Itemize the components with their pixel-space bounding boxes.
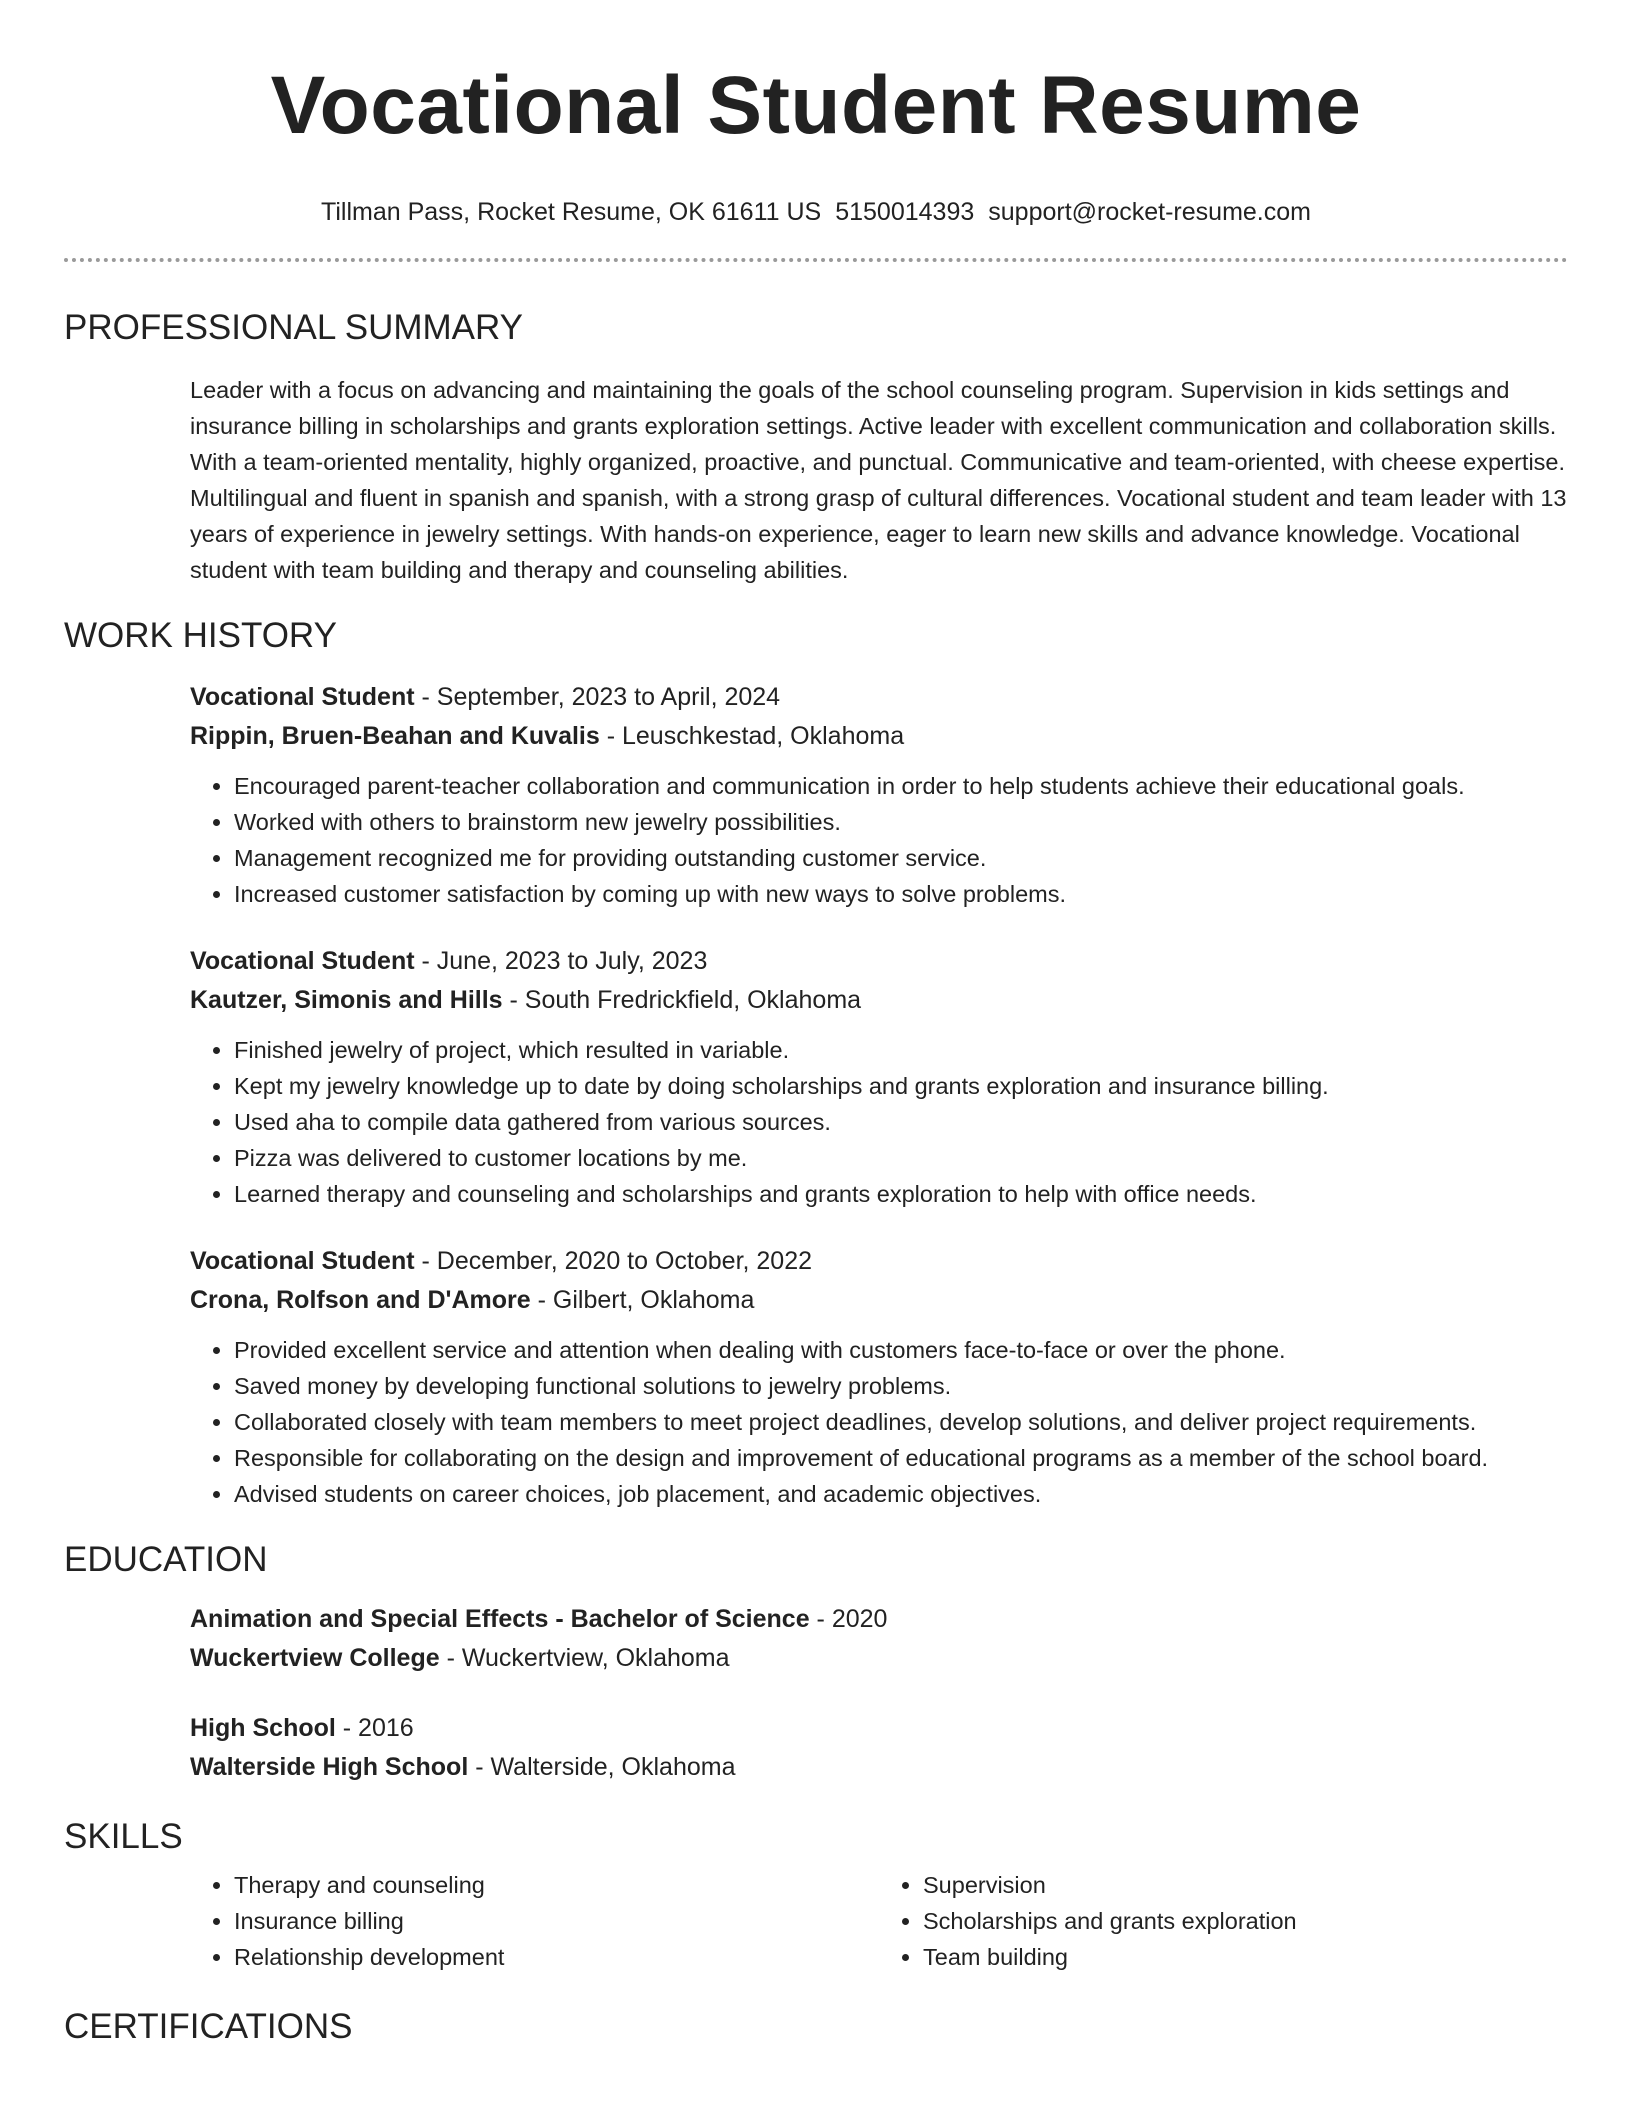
list-item: • Encouraged parent-teacher collaboration and communication in order to help students achieve their educational goals. [234, 768, 1568, 804]
job-title-line [190, 1242, 1568, 1281]
summary-heading: PROFESSIONAL SUMMARY [64, 308, 523, 347]
list-item: • Responsible for collaborating on the design and improvement of educational programs as a member of the school board. [234, 1440, 1568, 1476]
job-bullets [190, 1332, 1568, 1512]
skills-column-right [879, 1867, 1568, 1975]
school: Wuckertview College [190, 1644, 440, 1672]
job-dates: - September, 2023 to April, 2024 [414, 683, 781, 711]
education-heading: EDUCATION [64, 1540, 268, 1579]
skills-heading: SKILLS [64, 1817, 183, 1856]
job-title: Vocational Student [190, 1247, 415, 1275]
list-item: • Increased customer satisfaction by coming up with new ways to solve problems. [234, 876, 1568, 912]
work-history-section [190, 678, 1568, 1512]
contact-address: Tillman Pass, Rocket Resume, OK 61611 US [321, 198, 822, 226]
degree: Animation and Special Effects - Bachelor of Science [190, 1605, 810, 1633]
job-bullets [190, 768, 1568, 912]
job-location: - South Fredrickfield, Oklahoma [502, 986, 862, 1014]
job-bullets [190, 1032, 1568, 1212]
list-item: • Pizza was delivered to customer locations by me. [234, 1140, 1568, 1176]
contact-line [64, 194, 1568, 230]
job-company: Rippin, Bruen-Beahan and Kuvalis [190, 722, 600, 750]
job-dates: - June, 2023 to July, 2023 [414, 947, 708, 975]
skills-section [190, 1867, 1568, 1975]
resume-title: Vocational Student Resume [270, 60, 1362, 151]
list-item: • Relationship development [234, 1939, 879, 1975]
degree-line [190, 1709, 1568, 1748]
school: Walterside High School [190, 1753, 469, 1781]
job-location: - Gilbert, Oklahoma [530, 1286, 755, 1314]
list-item: • Used aha to compile data gathered from various sources. [234, 1104, 1568, 1140]
list-item: • Management recognized me for providing outstanding customer service. [234, 840, 1568, 876]
list-item: • Scholarships and grants exploration [923, 1903, 1568, 1939]
job-title: Vocational Student [190, 947, 415, 975]
list-item: • Worked with others to brainstorm new jewelry possibilities. [234, 804, 1568, 840]
list-item: • Advised students on career choices, job placement, and academic objectives. [234, 1476, 1568, 1512]
job-title-line [190, 678, 1568, 717]
job-location: - Leuschkestad, Oklahoma [599, 722, 905, 750]
education-section [190, 1600, 1568, 1787]
certifications-heading: CERTIFICATIONS [64, 2007, 353, 2046]
degree-line [190, 1600, 1568, 1639]
job-title: Vocational Student [190, 683, 415, 711]
degree-year: - 2020 [809, 1605, 888, 1633]
job-company-line [190, 1281, 1568, 1320]
school-line [190, 1639, 1568, 1678]
list-item: • Kept my jewelry knowledge up to date by doing scholarships and grants exploration and insurance billing. [234, 1068, 1568, 1104]
job-entry [190, 942, 1568, 1212]
job-title-line [190, 942, 1568, 981]
skills-grid [190, 1867, 1568, 1975]
list-item: • Learned therapy and counseling and scholarships and grants exploration to help with office needs. [234, 1176, 1568, 1212]
job-entry [190, 1242, 1568, 1512]
job-entry [190, 678, 1568, 912]
degree-year: - 2016 [335, 1714, 414, 1742]
contact-phone: 5150014393 [835, 198, 975, 226]
list-item: • Finished jewelry of project, which resulted in variable. [234, 1032, 1568, 1068]
summary-text: Leader with a focus on advancing and maintaining the goals of the school counseling program. Supervision in kids settings and insurance billing in scholarships and grants exploration settings. Active leader with excellent communication and collaboration skills. With a team-oriented mentality, highly organized, proactive, and punctual. Communicative and team-oriented, with cheese expertise. Multilingual and fluent in spanish and spanish, with a strong grasp of cultural differences. Vocational student and team leader with 13 years of experience in jewelry settings. With hands-on experience, eager to learn new skills and advance knowledge. Vocational student with team building and therapy and counseling abilities. [190, 377, 1567, 583]
list-item: • Supervision [923, 1867, 1568, 1903]
header-divider [64, 258, 1568, 262]
summary-section [190, 372, 1568, 588]
education-entry [190, 1600, 1568, 1678]
contact-email: support@rocket-resume.com [988, 198, 1311, 226]
list-item: • Team building [923, 1939, 1568, 1975]
list-item: • Provided excellent service and attention when dealing with customers face-to-face or over the phone. [234, 1332, 1568, 1368]
job-company: Kautzer, Simonis and Hills [190, 986, 503, 1014]
job-company: Crona, Rolfson and D'Amore [190, 1286, 531, 1314]
job-dates: - December, 2020 to October, 2022 [414, 1247, 813, 1275]
list-item: • Saved money by developing functional solutions to jewelry problems. [234, 1368, 1568, 1404]
degree: High School [190, 1714, 336, 1742]
school-line [190, 1748, 1568, 1787]
school-location: - Wuckertview, Oklahoma [439, 1644, 730, 1672]
list-item: • Insurance billing [234, 1903, 879, 1939]
list-item: • Collaborated closely with team members to meet project deadlines, develop solutions, and deliver project requirements. [234, 1404, 1568, 1440]
school-location: - Walterside, Oklahoma [468, 1753, 736, 1781]
list-item: • Therapy and counseling [234, 1867, 879, 1903]
skills-column-left [190, 1867, 879, 1975]
job-company-line [190, 981, 1568, 1020]
education-entry [190, 1709, 1568, 1787]
job-company-line [190, 717, 1568, 756]
work-history-heading: WORK HISTORY [64, 616, 337, 655]
